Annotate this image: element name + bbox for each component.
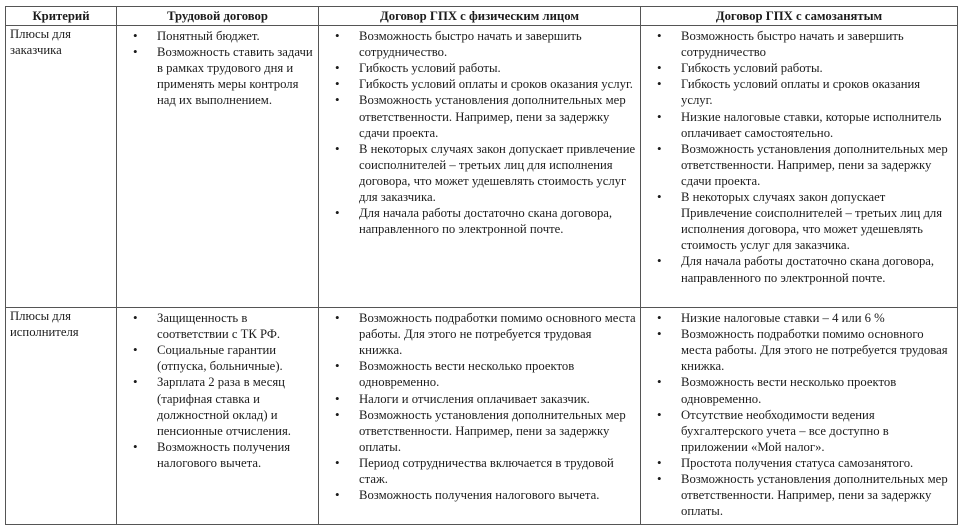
bullet-list (645, 28, 953, 286)
list-item: • Для начала работы достаточно скана договора, направленного по электронной почте. (359, 205, 636, 237)
list-item: • Понятный бюджет. (157, 28, 314, 44)
list-item: • Гибкость условий работы. (359, 60, 636, 76)
table-row (6, 26, 958, 308)
list-item: • Социальные гарантии (отпуска, больничные). (157, 342, 314, 374)
list-item: • Низкие налоговые ставки – 4 или 6 % (681, 310, 953, 326)
list-item: • Возможность подработки помимо основного места работы. Для этого не потребуется трудовая книжка. (681, 326, 953, 374)
table-row (6, 308, 958, 525)
list-item: • Возможность получения налогового вычета. (157, 439, 314, 471)
criterion-cell: Плюсы для заказчика (6, 26, 117, 308)
header-labor-contract: Трудовой договор (117, 7, 319, 26)
gph-selfemployed-cell (641, 308, 958, 525)
list-item: • Возможность получения налогового вычета. (359, 487, 636, 503)
list-item: • Возможность установления дополнительных мер ответственности. Например, пени за задержку оплаты. (359, 407, 636, 455)
list-item: • Возможность вести несколько проектов одновременно. (359, 358, 636, 390)
bullet-list (121, 310, 314, 471)
list-item: • Период сотрудничества включается в трудовой стаж. (359, 455, 636, 487)
header-criterion: Критерий (6, 7, 117, 26)
list-item: • Простота получения статуса самозанятого. (681, 455, 953, 471)
header-gph-individual: Договор ГПХ с физическим лицом (319, 7, 641, 26)
list-item: • Для начала работы достаточно скана договора, направленного по электронной почте. (681, 253, 953, 285)
list-item: • Возможность быстро начать и завершить сотрудничество. (359, 28, 636, 60)
list-item: • Зарплата 2 раза в месяц (тарифная ставка и должностной оклад) и пенсионные отчисления. (157, 374, 314, 438)
bullet-list (121, 28, 314, 108)
list-item: • Возможность установления дополнительных мер ответственности. Например, пени за задержку оплаты. (681, 471, 953, 519)
list-item: • Налоги и отчисления оплачивает заказчик. (359, 391, 636, 407)
list-item: • Возможность установления дополнительных мер ответственности. Например, пени за задержку сдачи проекта. (359, 92, 636, 140)
list-item: • Возможность быстро начать и завершить сотрудничество (681, 28, 953, 60)
list-item: • В некоторых случаях закон допускает Привлечение соисполнителей – третьих лиц для исполнения договора, что может удешевлять стоимость услуг для заказчика. (681, 189, 953, 253)
labor-cell (117, 26, 319, 308)
list-item: • Отсутствие необходимости ведения бухгалтерского учета – все доступно в приложении «Мой налог». (681, 407, 953, 455)
bullet-list (323, 310, 636, 503)
bullet-list (323, 28, 636, 237)
gph-selfemployed-cell (641, 26, 958, 308)
bullet-list (645, 310, 953, 519)
list-item: • Низкие налоговые ставки, которые исполнитель оплачивает самостоятельно. (681, 109, 953, 141)
header-row (6, 7, 958, 26)
list-item: • Защищенность в соответствии с ТК РФ. (157, 310, 314, 342)
list-item: • Возможность подработки помимо основного места работы. Для этого не потребуется трудовая книжка. (359, 310, 636, 358)
labor-cell (117, 308, 319, 525)
gph-individual-cell (319, 308, 641, 525)
list-item: • Возможность установления дополнительных мер ответственности. Например, пени за задержку сдачи проекта. (681, 141, 953, 189)
list-item: • Гибкость условий оплаты и сроков оказания услуг. (681, 76, 953, 108)
criterion-cell: Плюсы для исполнителя (6, 308, 117, 525)
list-item: • Гибкость условий оплаты и сроков оказания услуг. (359, 76, 636, 92)
gph-individual-cell (319, 26, 641, 308)
list-item: • Возможность вести несколько проектов одновременно. (681, 374, 953, 406)
comparison-table (5, 6, 958, 525)
list-item: • Возможность ставить задачи в рамках трудового дня и применять меры контроля над их выполнением. (157, 44, 314, 108)
list-item: • В некоторых случаях закон допускает привлечение соисполнителей – третьих лиц для исполнения договора, что может удешевлять стоимость услуг для заказчика. (359, 141, 636, 205)
header-gph-selfemployed: Договор ГПХ с самозанятым (641, 7, 958, 26)
list-item: • Гибкость условий работы. (681, 60, 953, 76)
